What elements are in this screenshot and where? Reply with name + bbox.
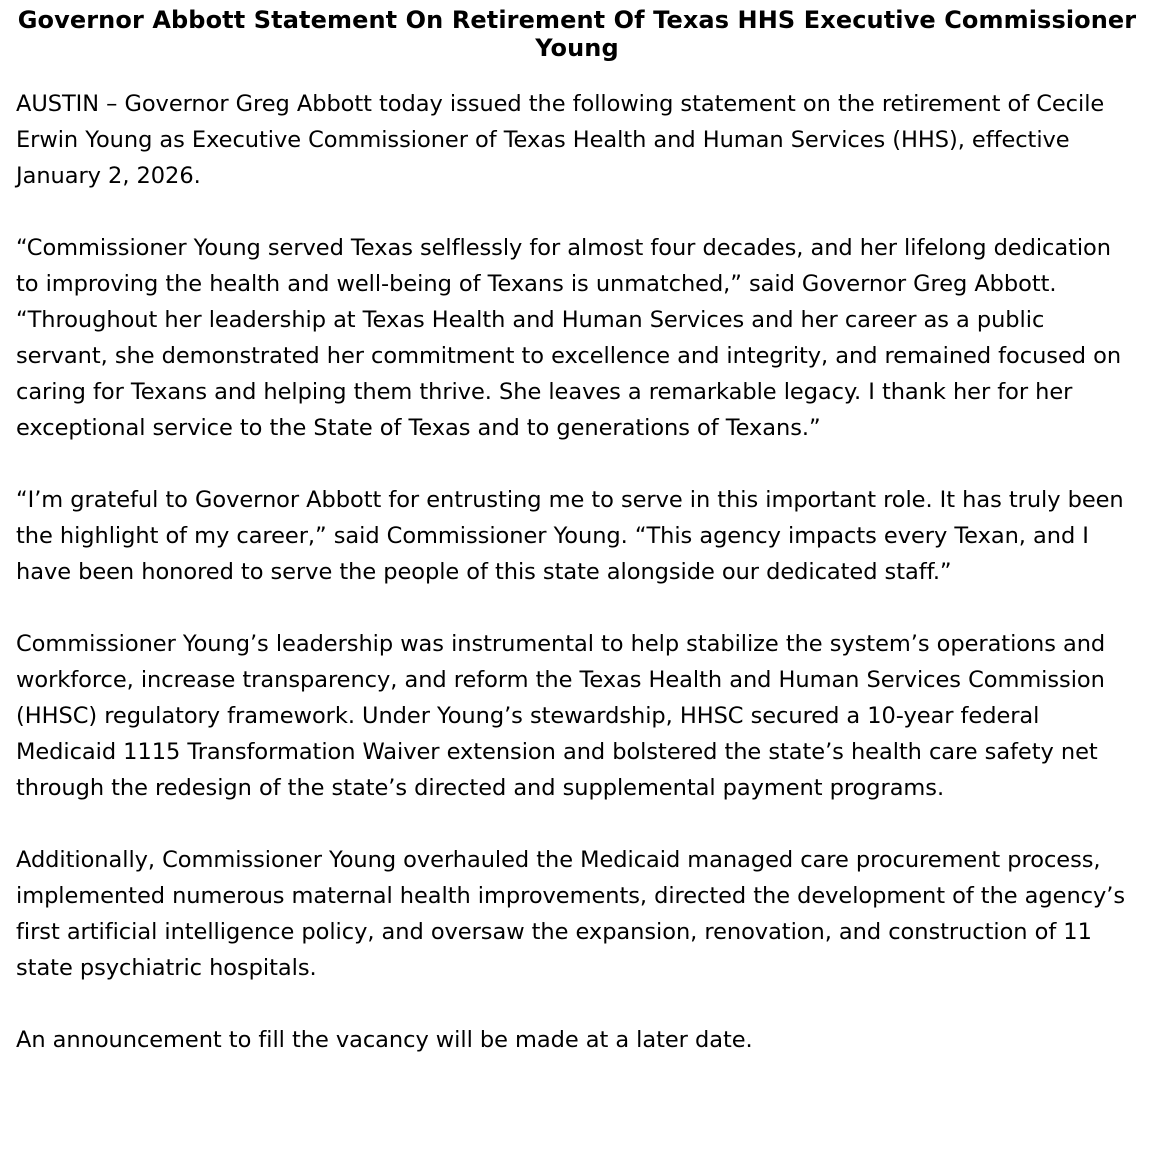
article-body	[16, 86, 1138, 1058]
paragraph-intro: AUSTIN – Governor Greg Abbott today issued the following statement on the retirement of Cecile Erwin Young as Executive Commissioner of Texas Health and Human Services (HHS), effective January 2, 2026.	[16, 91, 1105, 189]
paragraph-additional-achievements: Additionally, Commissioner Young overhauled the Medicaid managed care procurement process, implemented numerous maternal health improvements, directed the development of the agency’s first artificial intelligence policy, and oversaw the expansion, renovation, and construction of 11 state psychiatric hospitals.	[16, 847, 1126, 981]
article-title: Governor Abbott Statement On Retirement Of Texas HHS Executive Commissioner Young	[17, 6, 1137, 62]
paragraph-leadership: Commissioner Young’s leadership was instrumental to help stabilize the system’s operations and workforce, increase transparency, and reform the Texas Health and Human Services Commission (HHSC) regulatory framework. Under Young’s stewardship, HHSC secured a 10-year federal Medicaid 1115 Transformation Waiver extension and bolstered the state’s health care safety net through the redesign of the state’s directed and supplemental payment programs.	[16, 631, 1106, 801]
paragraph-vacancy-announcement: An announcement to fill the vacancy will be made at a later date.	[16, 1027, 753, 1053]
paragraph-governor-quote: “Commissioner Young served Texas selflessly for almost four decades, and her lifelong dedication to improving the health and well-being of Texans is unmatched,” said Governor Greg Abbott. “Throughout her leadership at Texas Health and Human Services and her career as a public servant, she demonstrated her commitment to excellence and integrity, and remained focused on caring for Texans and helping them thrive. She leaves a remarkable legacy. I thank her for her exceptional service to the State of Texas and to generations of Texans.”	[16, 235, 1122, 441]
paragraph-commissioner-quote: “I’m grateful to Governor Abbott for entrusting me to serve in this important role. It has truly been the highlight of my career,” said Commissioner Young. “This agency impacts every Texan, and I have been honored to serve the people of this state alongside our dedicated staff.”	[16, 487, 1124, 585]
